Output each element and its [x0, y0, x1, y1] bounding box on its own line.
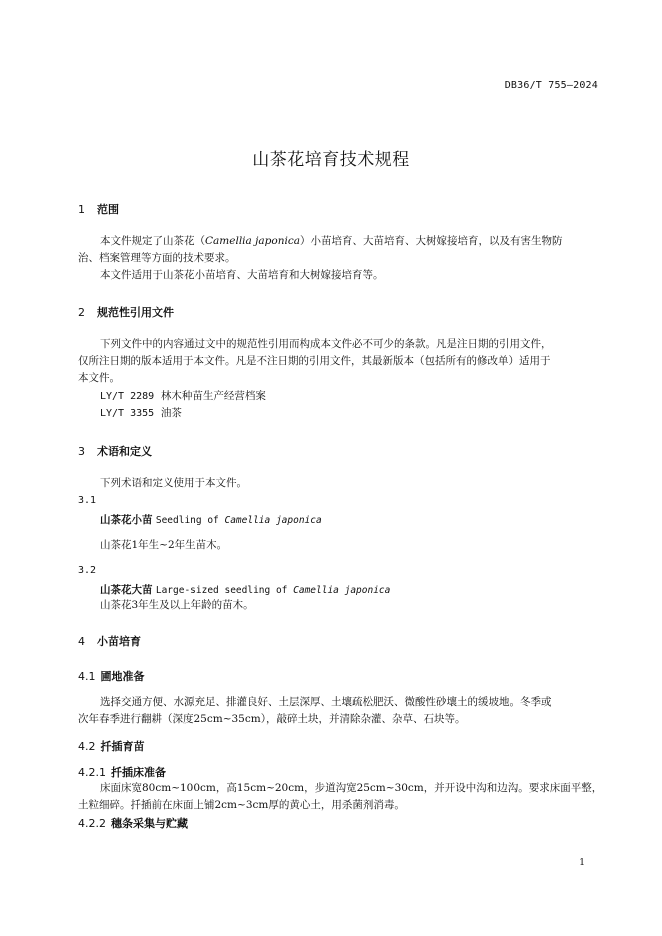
section-title: 术语和定义 [97, 445, 152, 458]
section-2-heading [78, 304, 174, 320]
s3-intro: 下列术语和定义使用于本文件。 [100, 477, 247, 489]
subsection-4-2-1-heading [78, 764, 166, 780]
term-en: Large-sized seedling of [155, 585, 294, 596]
term-3-1-definition: 山茶花1年生~2年生苗木。 [100, 539, 228, 551]
s1-paragraph-1-line-2: 治、档案管理等方面的技术要求。 [78, 252, 236, 264]
subsection-4-1-heading [78, 668, 145, 684]
text: ）小苗培育、大苗培育、大树嫁接培育，以及有害生物防 [299, 235, 563, 247]
term-latin: Camellia japonica [224, 515, 322, 526]
subsection-4-2-heading [78, 738, 145, 754]
term-cn: 山茶花大苗 [100, 584, 153, 596]
term-3-2-definition: 山茶花3年生及以上年龄的苗木。 [100, 599, 254, 611]
subsection-title: 扦插床准备 [111, 766, 166, 779]
section-3-heading [78, 443, 152, 459]
section-number: 1 [78, 203, 85, 216]
reference-code: LY/T 3355 [100, 408, 155, 419]
s2-paragraph-line-1: 下列文件中的内容通过文中的规范性引用而构成本文件必不可少的条款。凡是注日期的引用文件， [100, 338, 552, 350]
subsection-number: 4.2.1 [78, 766, 106, 779]
section-title: 小苗培育 [97, 635, 141, 648]
subsection-title: 扦插育苗 [100, 740, 145, 753]
term-number: 3.1 [78, 495, 97, 506]
section-number: 3 [78, 445, 85, 458]
reference-item [100, 405, 182, 422]
standard-number: DB36/T 755—2024 [504, 80, 598, 91]
s1-paragraph-2: 本文件适用于山茶花小苗培育、大苗培育和大树嫁接培育等。 [100, 269, 384, 281]
latin-name: Camellia japonica [205, 235, 300, 247]
reference-name: 油茶 [160, 407, 182, 419]
term-latin: Camellia japonica [293, 585, 391, 596]
subsection-4-2-2-heading [78, 815, 188, 831]
document-title: 山茶花培育技术规程 [252, 150, 410, 170]
term-en: Seedling of [155, 515, 225, 526]
reference-code: LY/T 2289 [100, 391, 155, 402]
s41-paragraph-line-2: 次年春季进行翻耕（深度25cm~35cm），敲碎土块，并清除杂灌、杂草、石块等。 [78, 713, 466, 725]
page-number: 1 [579, 858, 585, 868]
section-number: 4 [78, 635, 85, 648]
term-cn: 山茶花小苗 [100, 514, 153, 526]
reference-name: 林木种苗生产经营档案 [160, 390, 266, 402]
term-3-2 [100, 582, 390, 597]
s2-paragraph-line-2: 仅所注日期的版本适用于本文件。凡是不注日期的引用文件，其最新版本（包括所有的修改单）适用于 [78, 355, 551, 367]
section-title: 规范性引用文件 [97, 306, 174, 319]
section-4-heading [78, 633, 141, 649]
section-number: 2 [78, 306, 85, 319]
s421-paragraph-line-2: 土粒细碎。扦插前在床面上铺2cm~3cm厚的黄心土，用杀菌剂消毒。 [78, 799, 405, 811]
subsection-number: 4.2.2 [78, 817, 106, 830]
reference-item [100, 388, 266, 405]
text: 本文件规定了山茶花（ [100, 235, 205, 247]
section-title: 范围 [97, 203, 119, 216]
term-3-1 [100, 512, 322, 527]
s41-paragraph-line-1: 选择交通方便、水源充足、排灌良好、土层深厚、土壤疏松肥沃、微酸性砂壤土的缓坡地。冬季或 [100, 696, 552, 708]
s1-paragraph-1-line-1 [100, 233, 562, 250]
subsection-number: 4.1 [78, 670, 96, 683]
subsection-title: 穗条采集与贮藏 [111, 817, 188, 830]
subsection-title: 圃地准备 [100, 670, 145, 683]
s2-paragraph-line-3: 本文件。 [78, 372, 120, 384]
term-number: 3.2 [78, 565, 97, 576]
subsection-number: 4.2 [78, 740, 96, 753]
section-1-heading [78, 201, 119, 217]
s421-paragraph-line-1: 床面床宽80cm~100cm，高15cm~20cm，步道沟宽25cm~30cm，并开设中沟和边沟。要求床面平整， [100, 782, 603, 794]
